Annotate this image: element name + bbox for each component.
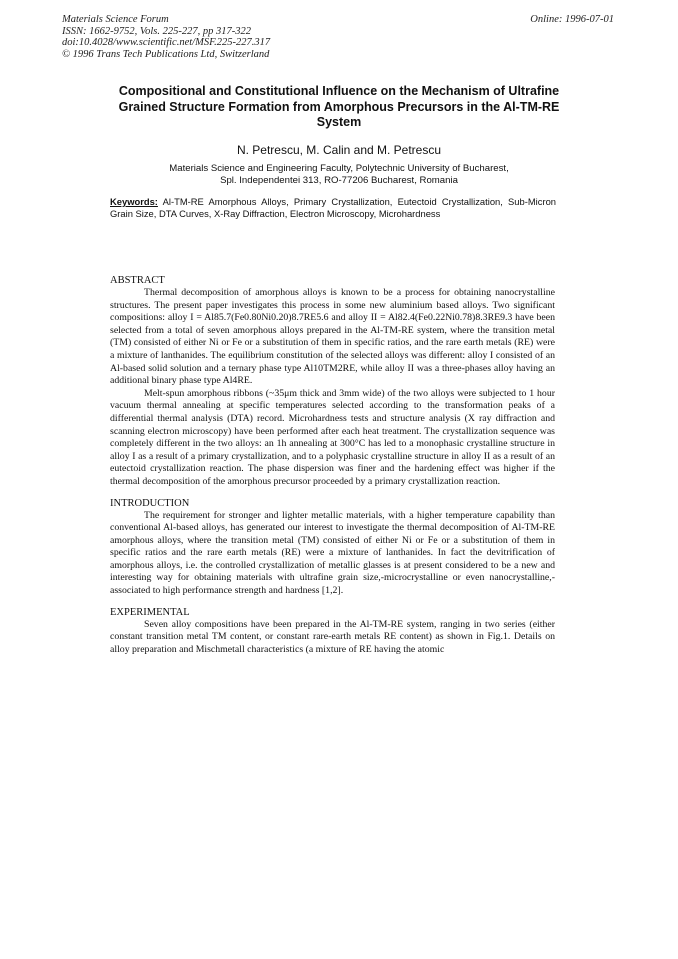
paper-body bbox=[110, 274, 555, 656]
experimental-paragraph-1: Seven alloy compositions have been prepared in the Al-TM-RE system, ranging in two series (either constant transition metal TM content, or constant rare-earth metals RE content) as shown in Fig.1. Details on alloy preparation and Mischmetall characteristics (a mixture of RE having the atomic bbox=[110, 618, 555, 655]
journal-header bbox=[62, 14, 614, 60]
copyright-line: © 1996 Trans Tech Publications Ltd, Switzerland bbox=[62, 48, 270, 60]
affiliation bbox=[110, 163, 568, 187]
abstract-heading: ABSTRACT bbox=[110, 275, 165, 286]
online-date: Online: 1996-07-01 bbox=[530, 14, 614, 25]
paper-title: Compositional and Constitutional Influence on the Mechanism of Ultrafine Grained Structure Formation from Amorphous Precursors in the Al-TM-RE System bbox=[118, 84, 560, 129]
affiliation-line-2: Spl. Independentei 313, RO-77206 Bucharest, Romania bbox=[220, 175, 458, 186]
keywords-text: Al-TM-RE Amorphous Alloys, Primary Crystallization, Eutectoid Crystallization, Sub-Micron Grain Size, DTA Curves, X-Ray Diffraction, Electron Microscopy, Microhardness bbox=[110, 196, 556, 219]
affiliation-line-1: Materials Science and Engineering Faculty, Polytechnic University of Bucharest, bbox=[169, 163, 509, 174]
introduction-heading: INTRODUCTION bbox=[110, 497, 190, 509]
journal-name: Materials Science Forum bbox=[62, 14, 169, 25]
experimental-heading: EXPERIMENTAL bbox=[110, 606, 190, 618]
keywords bbox=[110, 196, 556, 219]
abstract-paragraph-1: Thermal decomposition of amorphous alloys is known to be a process for obtaining nanocrystalline structures. The present paper investigates this process in some new aluminium based alloys. Two significant compositions: alloy I = Al85.7(Fe0.80Ni0.20)8.7RE5.6 and alloy II = Al82.4(Fe0.22Ni0.78)8.3RE9.3 have been selected from a total of seven amorphous alloys prepared in the Al-TM-RE system, where the transition metal (TM) consisted of either Ni or Fe or a substitution of them in specific ratios, and the rare earth metals (RE) were a mixture of lanthanides. The equilibrium constitution of the selected alloys was different: alloy I consisted of an Al-based solid solution and a ternary phase type Al10TM2RE, while alloy II was a three-phases alloy having an additional binary phase type Al4RE. bbox=[110, 287, 555, 387]
authors: N. Petrescu, M. Calin and M. Petrescu bbox=[236, 143, 442, 157]
introduction-paragraph-1: The requirement for stronger and lighter metallic materials, with a higher temperature capability than conventional Al-based alloys, has generated our interest to investigate the thermal decomposition of Al-TM-RE amorphous alloys, where the transition metal (TM) consisted of either Ni or Fe or a substitution of them in specific ratios and the rare earth metals (RE) were a mixture of lanthanides. In fact the devitrification of amorphous alloys, i.e. the controlled crystallization of metallic glasses is at present considered to be a new and interesting way for obtaining materials with ultrafine grain size,-microcrystalline or even nanocrystalline,- associated to high performance strength and hardness [1,2]. bbox=[110, 509, 555, 597]
abstract-paragraph-2: Melt-spun amorphous ribbons (~35μm thick and 3mm wide) of the two alloys were subjected to 1 hour vacuum thermal annealing at specific temperatures selected according to the transformation peaks of a differential thermal analysis (DTA) record. Microhardness tests and structure analysis (X ray diffraction and scanning electron microscopy) have been performed after each heat treatment. The crystallization sequence was completely different in the two alloys: an 1h annealing at 300°C has led to a monophasic crystalline structure in alloy I as a result of a primary crystallization, and to a polyphasic crystalline structure in alloy II as a result of an eutectoid crystallization reaction. The phase dispersion was finer and the hardening effect was higher if the thermal decomposition of the amorphous precursor proceeded by a primary crystallization reaction. bbox=[110, 387, 555, 487]
keywords-label: Keywords: bbox=[110, 196, 158, 207]
doi-line: doi:10.4028/www.scientific.net/MSF.225-227.317 bbox=[62, 37, 271, 48]
issn-line: ISSN: 1662-9752, Vols. 225-227, pp 317-322 bbox=[62, 25, 251, 37]
